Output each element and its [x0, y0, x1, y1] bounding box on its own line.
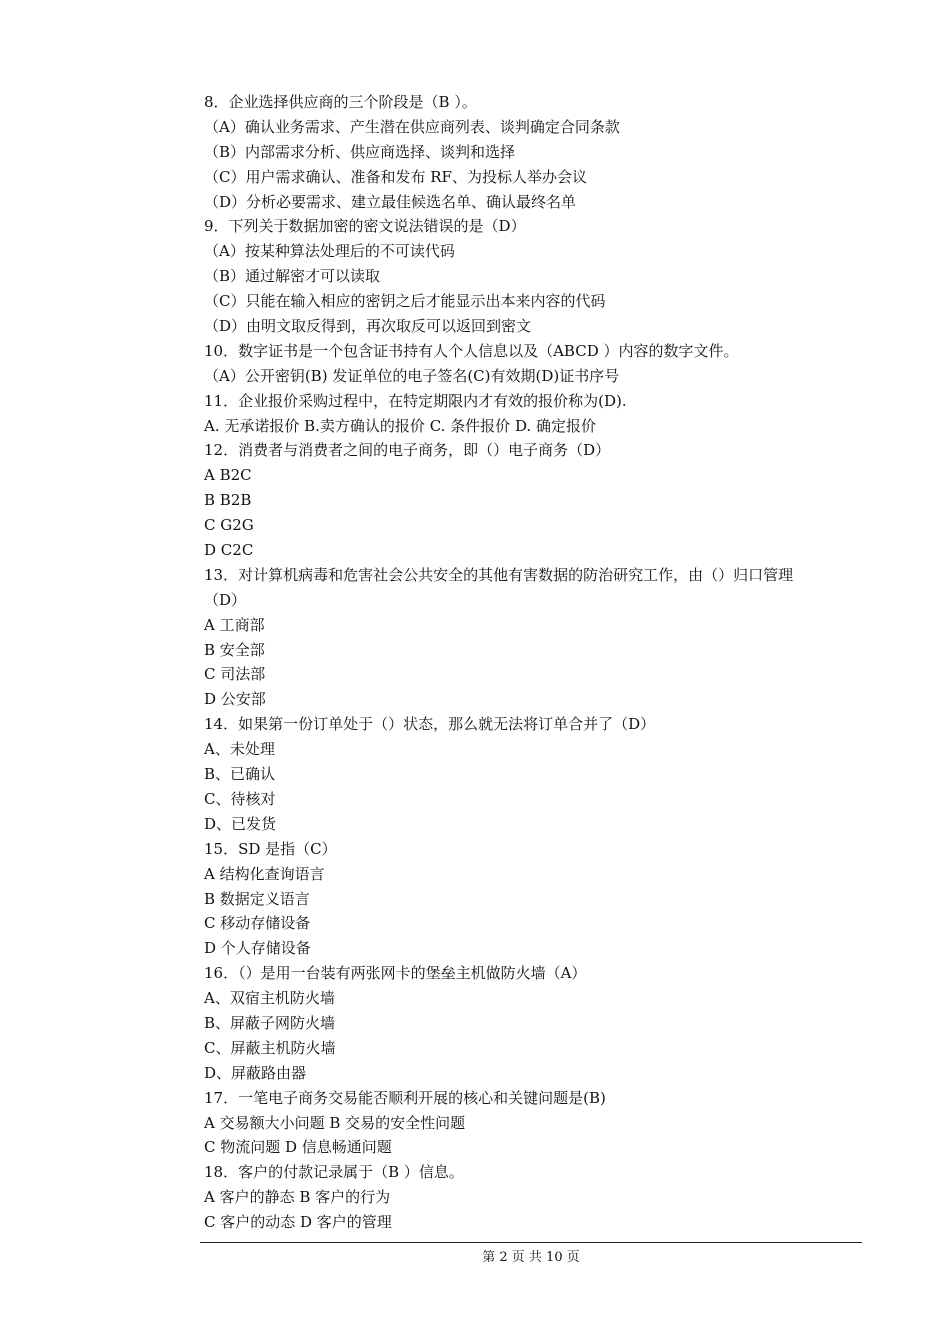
text-line: 12．消费者与消费者之间的电子商务，即（）电子商务（D）	[204, 441, 611, 460]
text-line: D 公安部	[204, 690, 266, 709]
text-line: 16．（）是用一台装有两张网卡的堡垒主机做防火墙（A）	[204, 964, 587, 983]
text-line: （A）按某种算法处理后的不可读代码	[204, 242, 455, 261]
text-line: A 客户的静态 B 客户的行为	[204, 1188, 391, 1207]
text-line: （D）分析必要需求、建立最佳候选名单、确认最终名单	[204, 192, 577, 211]
text-line: 15．SD 是指（C）	[204, 839, 337, 858]
text-line: 14．如果第一份订单处于（）状态，那么就无法将订单合并了（D）	[204, 715, 656, 734]
text-line: B B2B	[204, 491, 252, 510]
text-line: D 个人存储设备	[204, 939, 311, 958]
text-line: A. 无承诺报价 B.卖方确认的报价 C. 条件报价 D. 确定报价	[204, 416, 596, 435]
text-line: 8．企业选择供应商的三个阶段是（B ）。	[204, 93, 477, 111]
text-line: 17．一笔电子商务交易能否顺利开展的核心和关键问题是(B)	[204, 1088, 606, 1107]
text-line: （D）由明文取反得到，再次取反可以返回到密文	[204, 317, 532, 336]
text-line: （C）只能在输入相应的密钥之后才能显示出本来内容的代码	[204, 292, 606, 311]
text-line: C G2G	[204, 516, 254, 535]
text-line: C 客户的动态 D 客户的管理	[204, 1213, 392, 1232]
text-line: C、待核对	[204, 789, 276, 808]
footer-rule	[200, 1242, 862, 1243]
text-line: B、屏蔽子网防火墙	[204, 1013, 336, 1032]
page-footer: 第 2 页 共 10 页	[482, 1250, 580, 1265]
text-line: D C2C	[204, 541, 254, 560]
text-line: （B）内部需求分析、供应商选择、谈判和选择	[204, 142, 516, 161]
text-line: （B）通过解密才可以读取	[204, 267, 381, 286]
text-line: A 工商部	[204, 615, 265, 634]
text-line: C 物流问题 D 信息畅通问题	[204, 1138, 392, 1157]
text-line: A B2C	[204, 466, 252, 485]
text-line: （D）	[204, 590, 247, 609]
text-line: C 移动存储设备	[204, 914, 311, 933]
page-body	[204, 90, 864, 1235]
text-line: A、未处理	[204, 740, 275, 759]
text-line: A 交易额大小问题 B 交易的安全性问题	[204, 1113, 466, 1132]
text-line: 11．企业报价采购过程中，在特定期限内才有效的报价称为(D).	[204, 391, 627, 410]
text-line: D、已发货	[204, 814, 277, 833]
text-line: 10．数字证书是一个包含证书持有人个人信息以及（ABCD ）内容的数字文件。	[204, 341, 739, 360]
text-line: A、双宿主机防火墙	[204, 989, 335, 1008]
text-line: 13．对计算机病毒和危害社会公共安全的其他有害数据的防治研究工作，由（）归口管理	[204, 565, 794, 584]
text-line: C 司法部	[204, 665, 266, 684]
text-line: （A）公开密钥(B) 发证单位的电子签名(C)有效期(D)证书序号	[204, 366, 620, 385]
text-line: B 安全部	[204, 640, 265, 659]
text-line: （C）用户需求确认、准备和发布 RF、为投标人举办会议	[204, 167, 587, 186]
text-line: C、屏蔽主机防火墙	[204, 1038, 336, 1057]
text-line: B、已确认	[204, 765, 276, 784]
text-line: 18．客户的付款记录属于（B ）信息。	[204, 1163, 464, 1182]
text-line: （A）确认业务需求、产生潜在供应商列表、谈判确定合同条款	[204, 117, 620, 136]
text-line: 9．下列关于数据加密的密文说法错误的是（D）	[204, 217, 526, 236]
text-line: D、屏蔽路由器	[204, 1063, 307, 1082]
text-line: A 结构化查询语言	[204, 864, 325, 883]
text-line: B 数据定义语言	[204, 889, 310, 908]
